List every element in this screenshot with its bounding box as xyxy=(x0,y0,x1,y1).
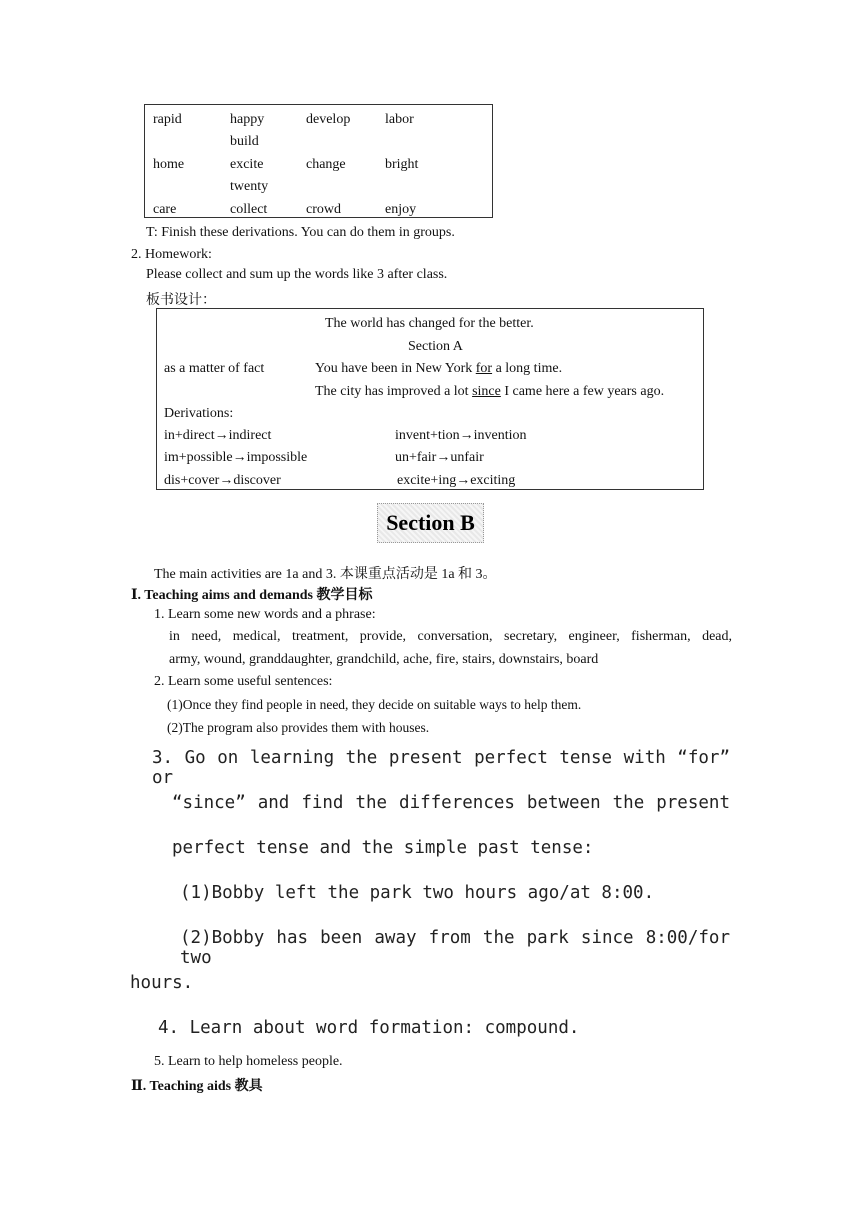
board-phrase: as a matter of fact xyxy=(164,361,265,376)
board-sentence-2 xyxy=(315,384,664,400)
word-table-cell: crowd xyxy=(306,202,341,217)
aim-4: 4. Learn about word formation: compound. xyxy=(158,1018,580,1038)
word-table-cell: rapid xyxy=(153,112,182,127)
board-title: The world has changed for the better. xyxy=(325,316,534,331)
board-derivation-2: im+possible→impossible xyxy=(164,450,308,465)
word-table-cell: twenty xyxy=(230,179,269,194)
word-table-cell: build xyxy=(230,134,259,149)
t-instruction: T: Finish these derivations. You can do them in groups. xyxy=(146,225,455,240)
aim-2-sentence-1: (1)Once they find people in need, they decide on suitable ways to help them. xyxy=(167,697,582,712)
word-table-cell: develop xyxy=(306,112,351,127)
aim-5: 5. Learn to help homeless people. xyxy=(154,1054,343,1069)
board-label: 板书设计： xyxy=(146,293,216,308)
section-b-banner xyxy=(377,503,484,543)
board-derivation-4: invent+tion→invention xyxy=(395,428,527,443)
aim-3-example-2-continued: hours. xyxy=(130,973,194,993)
section-b-title: Section B xyxy=(386,510,475,535)
aim-2-sentence-2: (2)The program also provides them with houses. xyxy=(167,720,430,735)
word-table-cell: care xyxy=(153,202,177,217)
aim-1-words-line-1: in need, medical, treatment, provide, conversation, secretary, engineer, fisherman, dead, xyxy=(169,629,732,644)
aim-3-example-1: (1)Bobby left the park two hours ago/at 8:00. xyxy=(180,883,655,903)
aim-3-line-3: perfect tense and the simple past tense: xyxy=(172,838,594,858)
board-sentence-2-pre: The city has improved a lot xyxy=(315,384,473,399)
board-sentence-1-pre: You have been in New York xyxy=(315,361,476,376)
board-sentence-1-post: a long time. xyxy=(492,361,563,376)
aim-1: 1. Learn some new words and a phrase: xyxy=(154,607,376,622)
board-derivation-5: un+fair→unfair xyxy=(395,450,484,465)
board-derivation-1: in+direct→indirect xyxy=(164,428,272,443)
board-derivation-3: dis+cover→discover xyxy=(164,473,281,488)
board-sentence-1-underlined: for xyxy=(475,361,493,376)
board-sentence-2-post: I came here a few years ago. xyxy=(500,384,665,399)
word-table-cell: collect xyxy=(230,202,268,217)
teaching-aims-heading: Ⅰ. Teaching aims and demands 教学目标 xyxy=(131,588,373,603)
board-derivations-label: Derivations: xyxy=(164,406,234,421)
aim-1-words-line-2: army, wound, granddaughter, grandchild, ache, fire, stairs, downstairs, board xyxy=(169,652,599,667)
word-table-cell: change xyxy=(306,157,346,172)
board-sentence-1 xyxy=(315,361,562,377)
word-table-cell: happy xyxy=(230,112,265,127)
word-table-cell: bright xyxy=(385,157,419,172)
teaching-aids-heading: Ⅱ. Teaching aids 教具 xyxy=(131,1079,263,1094)
aim-3-line-1: 3. Go on learning the present perfect tense with “for” or xyxy=(152,748,730,788)
aim-2: 2. Learn some useful sentences: xyxy=(154,674,333,689)
homework-heading: 2. Homework: xyxy=(131,247,212,262)
word-table-cell: enjoy xyxy=(385,202,417,217)
aim-3-example-2: (2)Bobby has been away from the park since 8:00/for two xyxy=(180,928,730,968)
board-derivation-6: excite+ing→exciting xyxy=(397,473,516,488)
aim-3-line-2: “since” and find the differences between the present xyxy=(172,793,730,813)
board-section: Section A xyxy=(408,339,463,354)
word-table-cell: labor xyxy=(385,112,414,127)
word-table-cell: excite xyxy=(230,157,264,172)
word-table-cell: home xyxy=(153,157,185,172)
homework-text: Please collect and sum up the words like 3 after class. xyxy=(146,267,448,282)
main-activities: The main activities are 1a and 3. 本课重点活动是 1a 和 3。 xyxy=(154,567,497,582)
board-sentence-2-underlined: since xyxy=(472,384,501,399)
